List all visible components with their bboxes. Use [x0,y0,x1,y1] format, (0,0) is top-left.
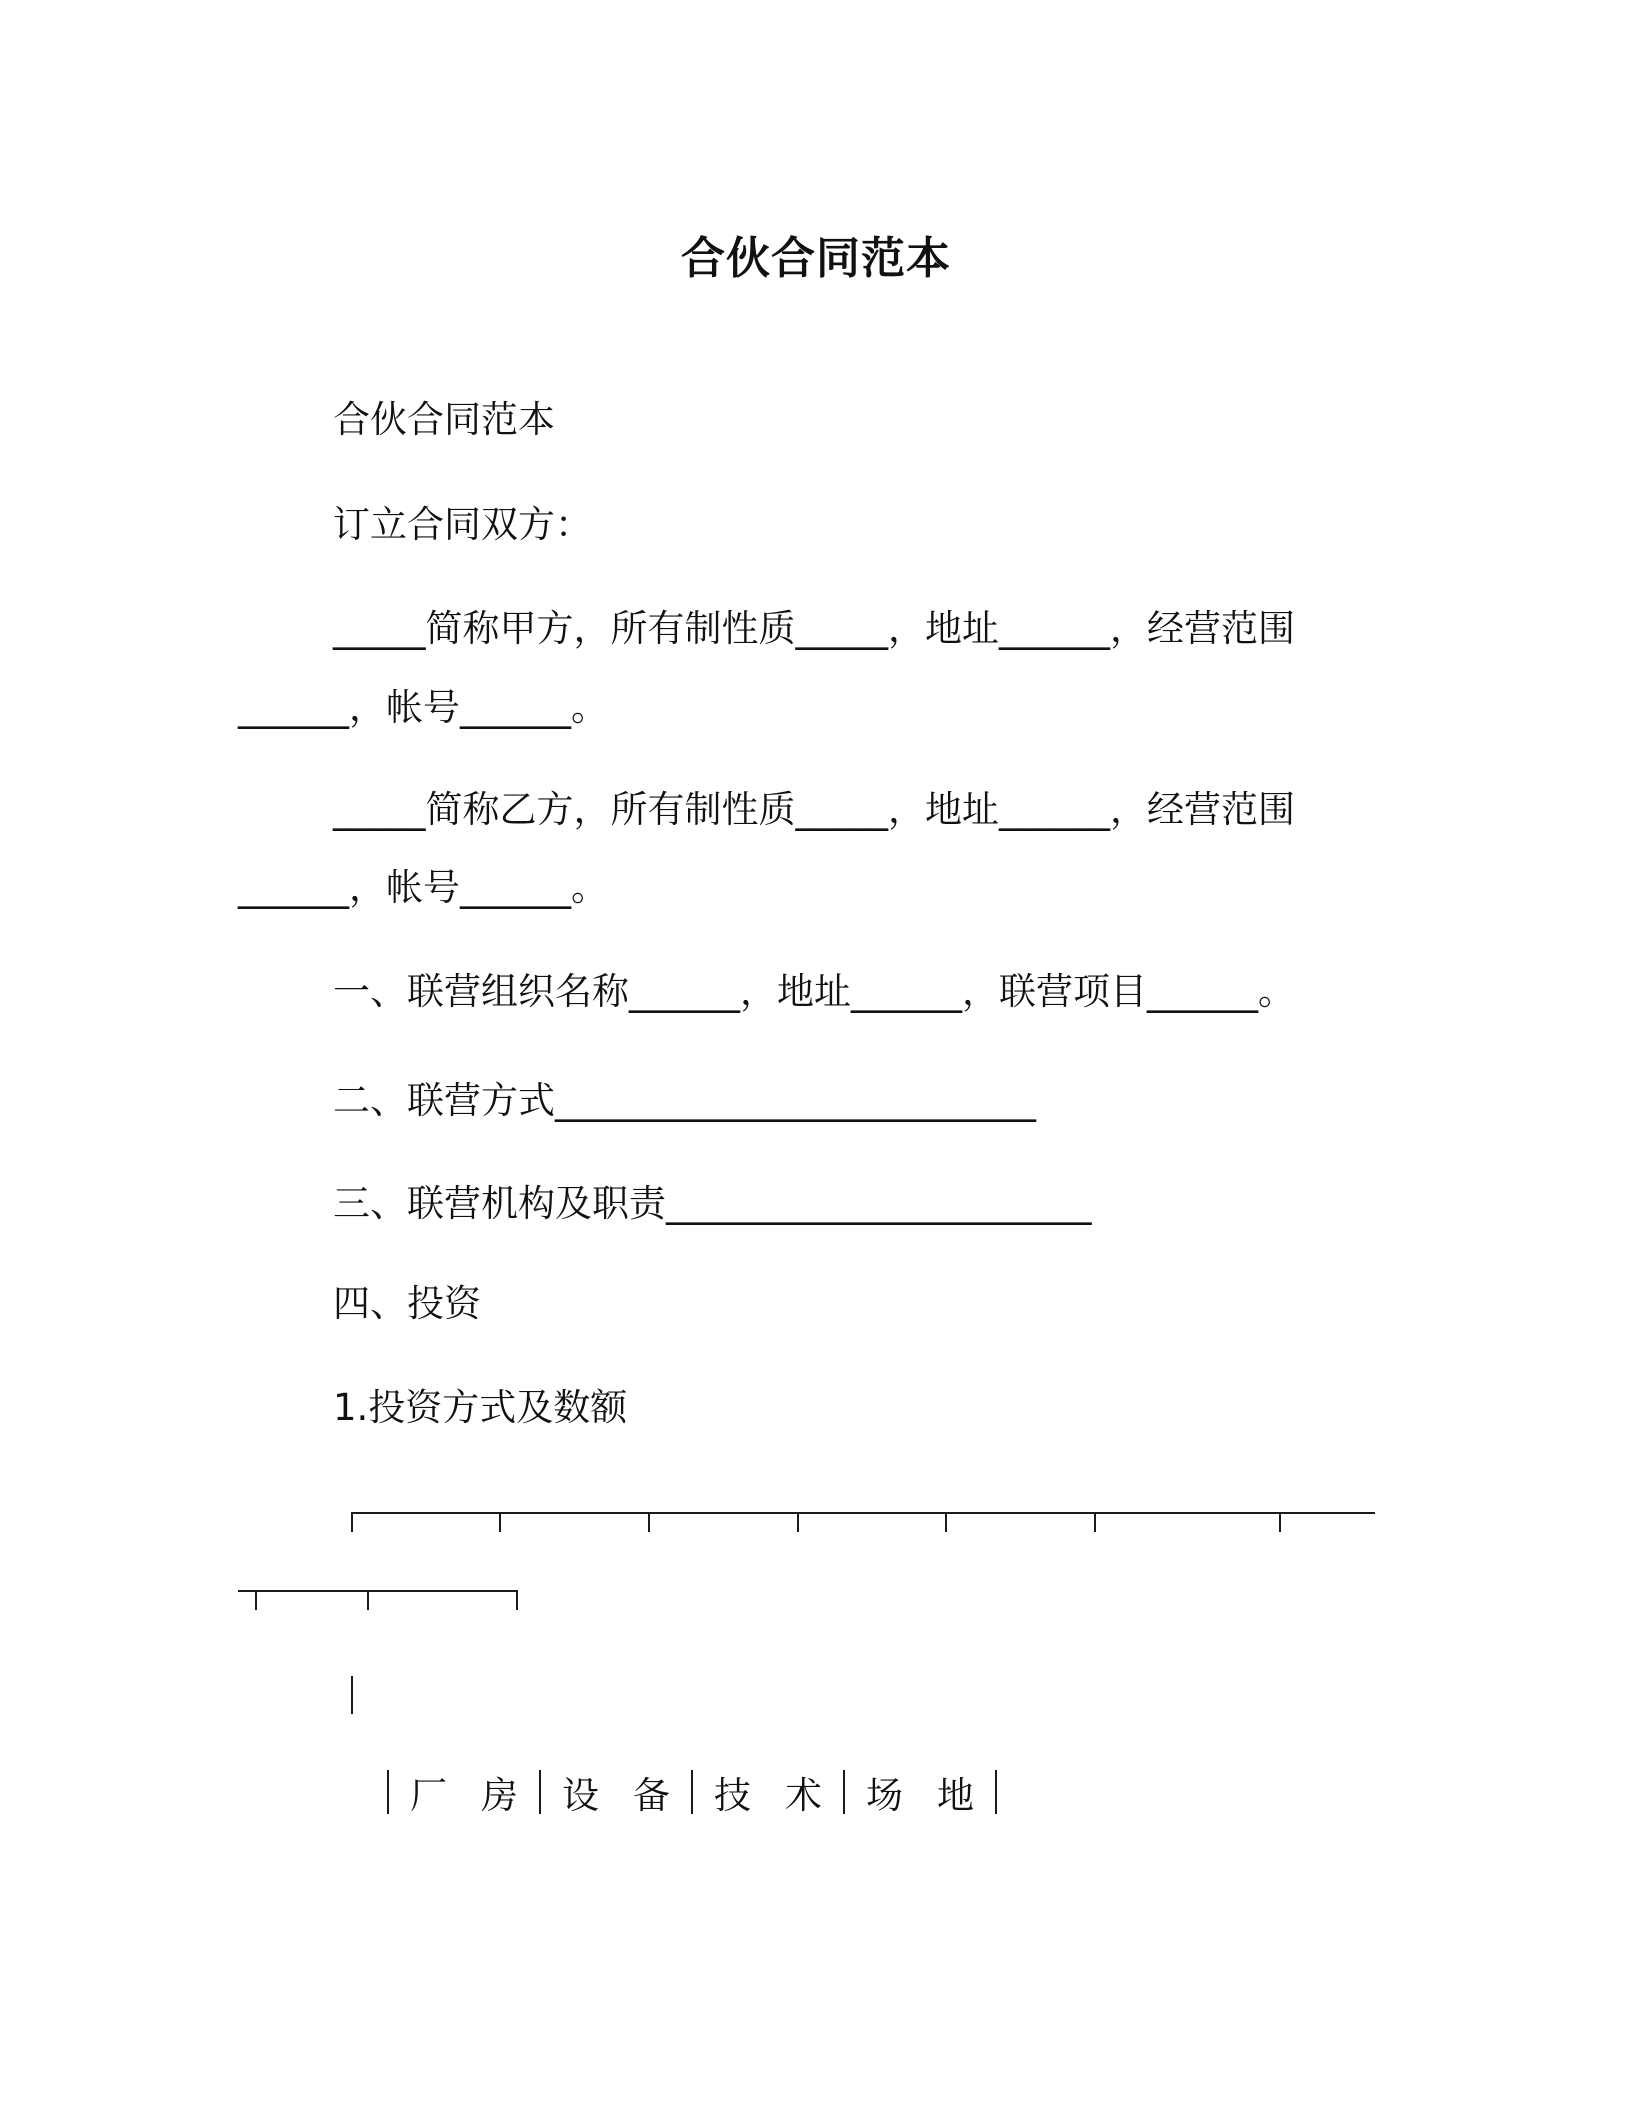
party-b-line-2: ______，帐号______。 [238,866,608,909]
clause-4-investment: 四、投资 [333,1282,481,1325]
table-header-cell: 技术 [691,1770,843,1814]
clause-4-1-investment-method: 1.投资方式及数额 [333,1386,628,1429]
clause-2-joint-venture-method: 二、联营方式__________________________ [333,1079,1036,1122]
party-a-line-2: ______，帐号______。 [238,686,608,729]
clause-3-organization-duties: 三、联营机构及职责_______________________ [333,1182,1092,1225]
parties-heading: 订立合同双方： [333,503,592,546]
investment-table-header-row [387,1770,1008,1817]
table-column-divider [351,1512,353,1532]
table-column-divider [797,1512,799,1532]
clause-1-joint-venture-name: 一、联营组织名称______，地址______，联营项目______。 [333,970,1295,1013]
table-column-divider [648,1512,650,1532]
table-column-divider [367,1590,369,1610]
document-title: 合伙合同范本 [681,233,951,284]
table-column-divider [516,1590,518,1610]
table-header-cell: 厂房 [387,1770,539,1814]
table-column-divider [1279,1512,1281,1532]
table-column-divider [945,1512,947,1532]
table-second-border [238,1590,518,1592]
table-column-divider [499,1512,501,1532]
party-a-line-1: _____简称甲方，所有制性质_____，地址______，经营范围 [333,607,1295,650]
table-row-marker [351,1676,353,1714]
document-subtitle: 合伙合同范本 [333,398,555,441]
party-b-line-1: _____简称乙方，所有制性质_____，地址______，经营范围 [333,788,1295,831]
table-header-cell: 设备 [539,1770,691,1814]
table-column-divider [255,1590,257,1610]
table-header-cell: 场地 [843,1770,997,1814]
table-column-divider [1094,1512,1096,1532]
table-top-border [351,1512,1375,1514]
